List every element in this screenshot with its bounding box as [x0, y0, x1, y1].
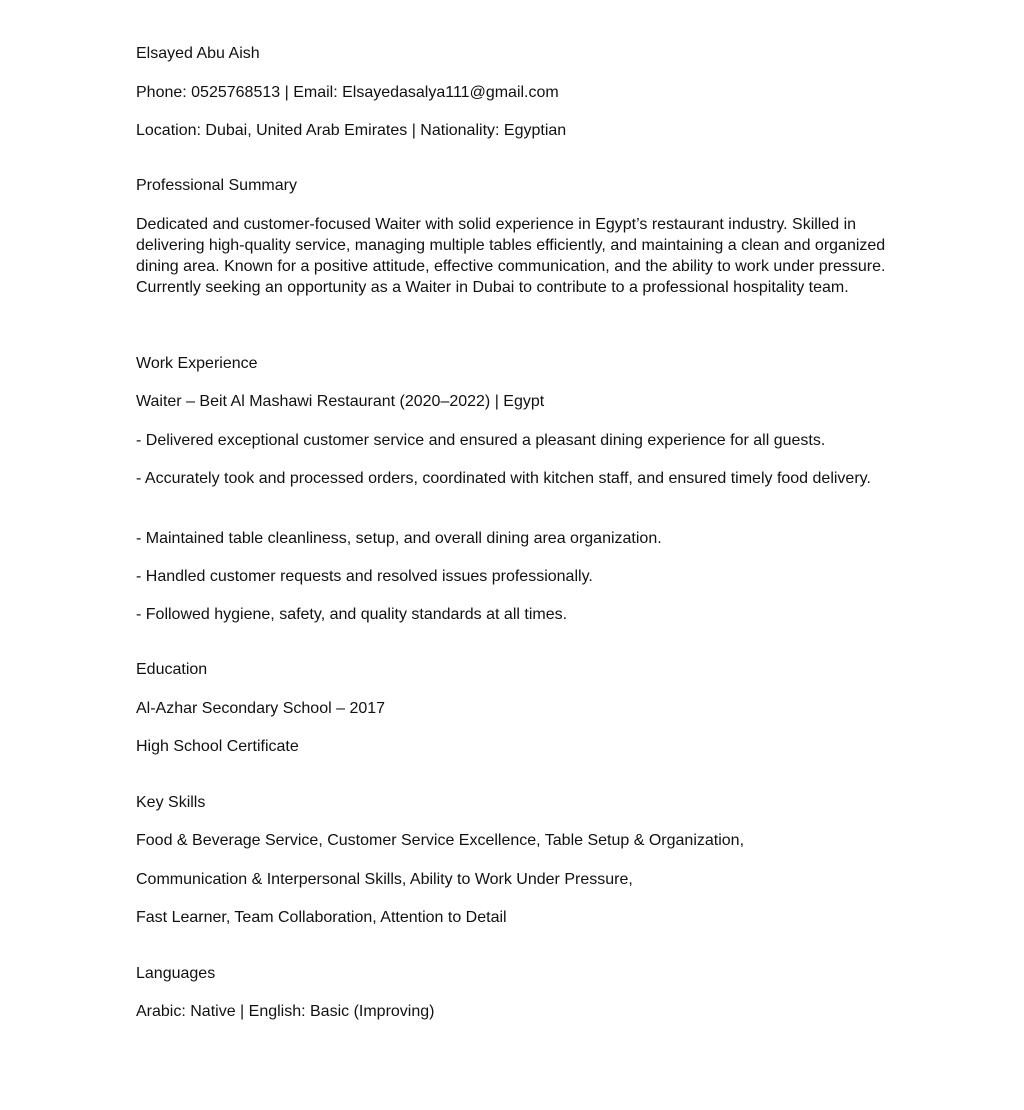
experience-heading: Work Experience — [136, 355, 258, 372]
summary-text: Dedicated and customer-focused Waiter with solid experience in Egypt’s restaurant industry. Skilled in delivering high-quality service, managing multiple tables efficiently, and maintaining a clean and organized dining area. Known for a positive attitude, effective communication, and the ability to work under pressure. Currently seeking an opportunity as a Waiter in Dubai to contribute to a professional hospitality team. — [136, 216, 886, 296]
experience-bullet: - Handled customer requests and resolved issues professionally. — [136, 568, 593, 585]
candidate-name: Elsayed Abu Aish — [136, 45, 260, 62]
education-heading: Education — [136, 661, 208, 678]
skills-line: Food & Beverage Service, Customer Service Excellence, Table Setup & Organization, — [136, 832, 745, 849]
languages-text: Arabic: Native | English: Basic (Improving) — [136, 1003, 435, 1020]
skills-line: Communication & Interpersonal Skills, Ability to Work Under Pressure, — [136, 871, 633, 888]
experience-bullet: - Followed hygiene, safety, and quality standards at all times. — [136, 606, 568, 623]
location-line: Location: Dubai, United Arab Emirates | Nationality: Egyptian — [136, 122, 567, 139]
contact-line: Phone: 0525768513 | Email: Elsayedasalya111@gmail.com — [136, 84, 559, 101]
experience-bullet: - Accurately took and processed orders, coordinated with kitchen staff, and ensured timely food delivery. — [136, 470, 871, 487]
skills-line: Fast Learner, Team Collaboration, Attention to Detail — [136, 909, 507, 926]
experience-bullet: - Maintained table cleanliness, setup, and overall dining area organization. — [136, 530, 662, 547]
summary-heading: Professional Summary — [136, 177, 297, 194]
education-school: Al-Azhar Secondary School – 2017 — [136, 700, 386, 717]
languages-heading: Languages — [136, 965, 216, 982]
skills-heading: Key Skills — [136, 794, 206, 811]
experience-bullet: - Delivered exceptional customer service and ensured a pleasant dining experience for all guests. — [136, 432, 826, 449]
experience-role: Waiter – Beit Al Mashawi Restaurant (2020–2022) | Egypt — [136, 393, 545, 410]
education-certificate: High School Certificate — [136, 738, 299, 755]
